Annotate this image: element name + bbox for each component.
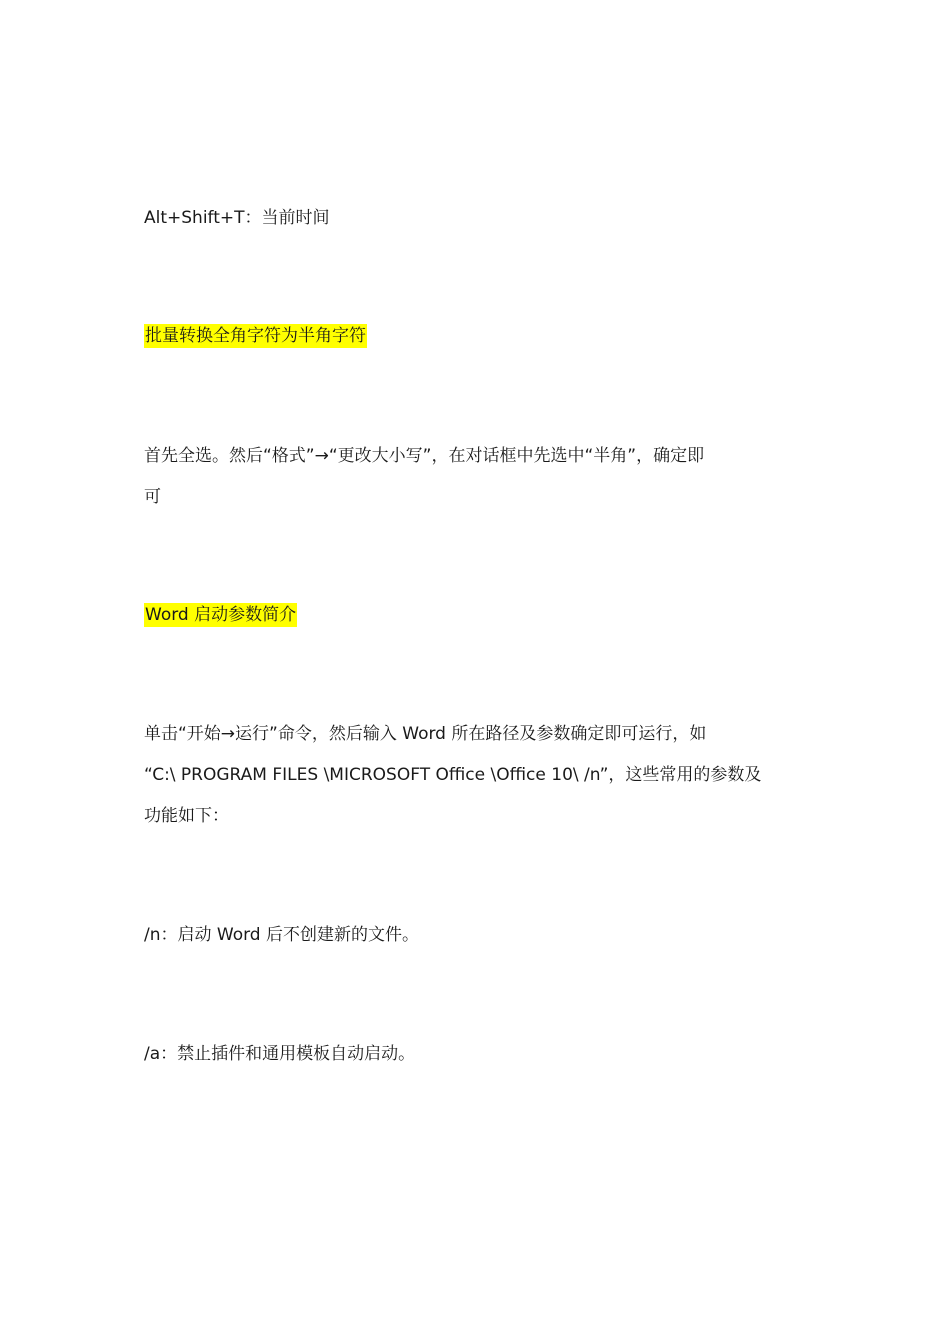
heading-halfwidth-wrapper — [144, 322, 814, 350]
param-n-line: /n：启动 Word 后不创建新的文件。 — [144, 925, 420, 945]
paragraph-halfwidth-line-2: 可 — [144, 487, 161, 507]
heading-startup: Word 启动参数简介 — [145, 605, 297, 625]
paragraph-startup-line-2: “C:\ PROGRAM FILES \MICROSOFT Office \Office 10\ /n”，这些常用的参数及 — [144, 765, 762, 785]
paragraph-startup-line-3: 功能如下： — [144, 806, 229, 826]
paragraph-halfwidth-line-1: 首先全选。然后“格式”→“更改大小写”，在对话框中先选中“半角”，确定即 — [144, 446, 705, 466]
paragraph-startup-line-1: 单击“开始→运行”命令，然后输入 Word 所在路径及参数确定即可运行，如 — [144, 724, 707, 744]
heading-startup-wrapper — [144, 601, 814, 629]
param-a-line: /a：禁止插件和通用模板自动启动。 — [144, 1044, 416, 1064]
heading-halfwidth: 批量转换全角字符为半角字符 — [145, 326, 366, 346]
shortcut-time-line: Alt+Shift+T：当前时间 — [144, 208, 330, 228]
